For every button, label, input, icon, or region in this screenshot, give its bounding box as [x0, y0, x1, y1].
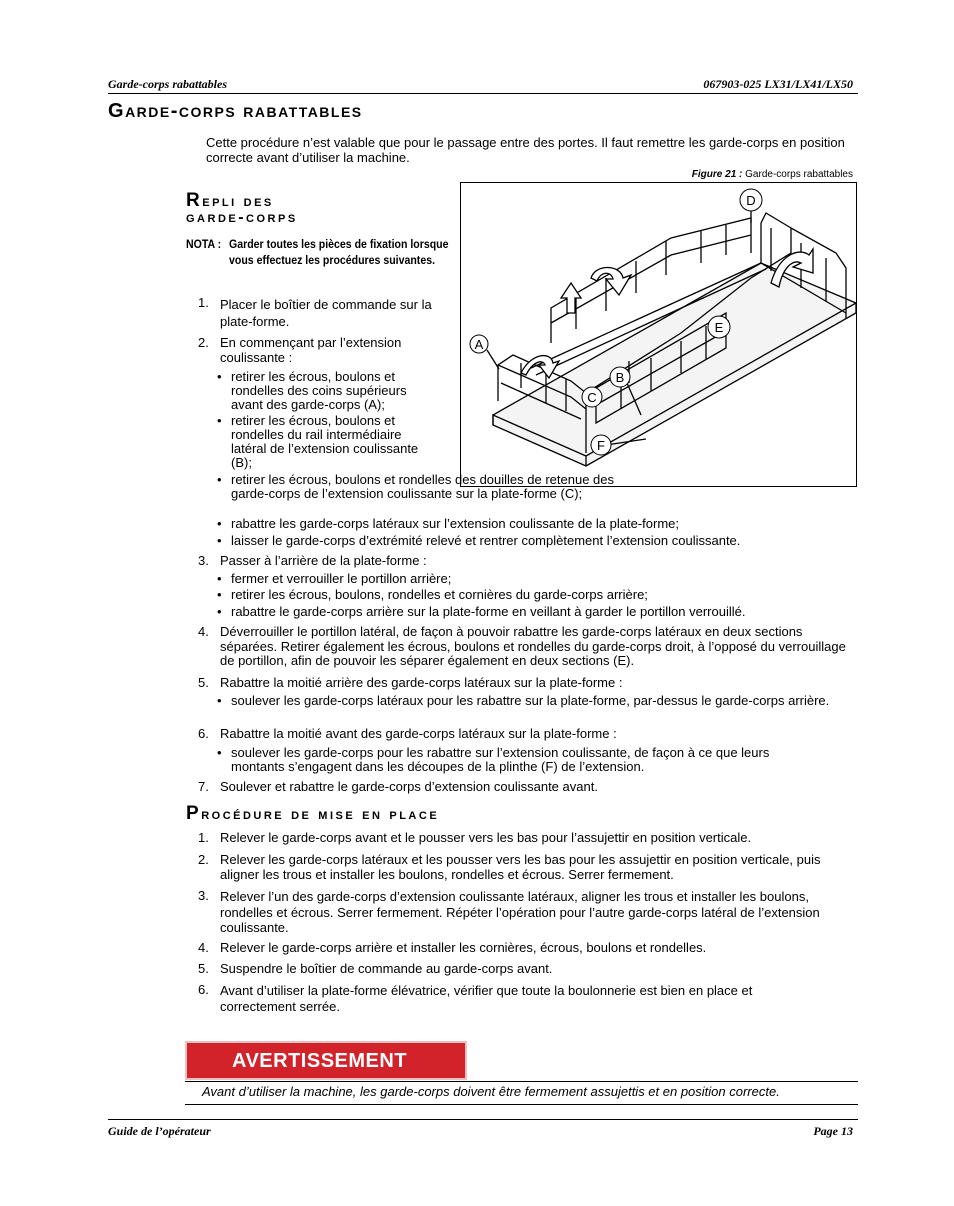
- callout-b: B: [615, 370, 625, 385]
- step-text: Relever le garde-corps arrière et installer les cornières, écrous, boulons et rondelles.: [220, 940, 707, 955]
- bullet-item: [231, 473, 641, 501]
- step-number: 1.: [198, 295, 209, 310]
- footer-rule: [108, 1119, 858, 1120]
- step-text: Placer le boîtier de commande sur la plate-forme.: [220, 297, 432, 329]
- step-number: 3.: [198, 888, 209, 903]
- warning-bottom-rule: [185, 1104, 858, 1105]
- bullet-item: • rabattre le garde-corps arrière sur la plate-forme en veillant à garder le portillon verrouillé.: [231, 605, 851, 619]
- intro-paragraph: Cette procédure n’est valable que pour le passage entre des portes. Il faut remettre les garde-corps en position correcte avant d’utiliser la machine.: [206, 135, 845, 165]
- step-text: Soulever et rabattre le garde-corps d’extension coulissante avant.: [220, 779, 598, 794]
- step-number: 5.: [198, 675, 209, 690]
- step-text: Rabattre la moitié avant des garde-corps latéraux sur la plate-forme :: [220, 726, 617, 741]
- step-number: 7.: [198, 779, 209, 794]
- header-rule: [108, 93, 858, 94]
- callout-e: E: [714, 320, 724, 335]
- section-heading-repli-rest: epli des: [202, 193, 274, 210]
- note-label: NOTA :: [186, 237, 222, 251]
- running-header-title: Garde-corps rabattables: [108, 77, 227, 91]
- warning-top-rule: [185, 1081, 858, 1082]
- page-number: Page 13: [813, 1124, 853, 1138]
- step-text: Avant d’utiliser la plate-forme élévatrice, vérifier que toute la boulonnerie est bien en place et correctement serrée.: [220, 983, 753, 1014]
- bullet-item: • laisser le garde-corps d’extrémité relevé et rentrer complètement l’extension coulissante.: [231, 534, 851, 548]
- warning-text: Avant d’utiliser la machine, les garde-corps doivent être fermement assujettis et en position correcte.: [202, 1084, 780, 1099]
- bullet-item: • soulever les garde-corps latéraux pour les rabattre sur la plate-forme, par-dessus le garde-corps arrière.: [231, 694, 831, 708]
- step-text: En commençant par l’extension coulissante :: [220, 335, 402, 365]
- bullet-item-text: • retirer les écrous, boulons et rondelles des douilles de retenue des garde-corps de l’extension coulissante sur la plate-forme (C);: [231, 472, 615, 501]
- step-number: 4.: [198, 940, 209, 955]
- bullet-item: • retirer les écrous, boulons et rondelles des coins supérieurs avant des garde-corps (A);: [231, 370, 441, 412]
- figure-caption-label: Figure 21 :: [691, 169, 743, 180]
- step-text: Relever l’un des garde-corps d’extension coulissante latéraux, aligner les trous et installer les boulons, rondelles et écrous. Serrer fermement. Répéter l’opération pour l’autre garde-corps latéral de l’extension coulissante.: [220, 889, 820, 935]
- page-title-initial: G: [108, 100, 126, 122]
- step-number: 2.: [198, 852, 209, 867]
- step-number: 6.: [198, 726, 209, 741]
- callout-a: A: [474, 337, 484, 352]
- platform-drawing: [461, 183, 856, 486]
- step-text: Relever les garde-corps latéraux et les pousser vers les bas pour les assujettir en position verticale, puis aligner les trous et installer les boulons, rondelles et écrous. Serrer fermement.: [220, 852, 821, 882]
- step-text: Suspendre le boîtier de commande au garde-corps avant.: [220, 961, 553, 976]
- warning-label: AVERTISSEMENT: [232, 1050, 408, 1072]
- section-heading-repli-initial: R: [186, 190, 203, 211]
- section-heading-repli: [186, 190, 298, 226]
- step-number: 4.: [198, 624, 209, 639]
- bullet-item: • retirer les écrous, boulons, rondelles et cornières du garde-corps arrière;: [231, 588, 851, 602]
- step-number: 3.: [198, 553, 209, 568]
- section-heading-repli-line2: garde-corps: [186, 209, 298, 226]
- section-heading-mise-en-place-initial: P: [186, 803, 202, 824]
- step-number: 5.: [198, 961, 209, 976]
- section-heading-mise-en-place: [186, 803, 440, 824]
- step-number: 6.: [198, 982, 209, 997]
- page-title: [108, 100, 363, 123]
- note-text: Garder toutes les pièces de fixation lorsque vous effectuez les procédures suivantes.: [229, 237, 449, 267]
- page-title-rest: arde-corps rabattables: [125, 100, 363, 122]
- warning-banner: [185, 1041, 467, 1080]
- callout-f: F: [597, 438, 605, 453]
- callout-d: D: [746, 193, 756, 208]
- bullet-item: • fermer et verrouiller le portillon arrière;: [231, 572, 851, 586]
- bullet-item: • retirer les écrous, boulons et rondelles du rail intermédiaire latéral de l’extension coulissante (B);: [231, 414, 431, 470]
- step-text: Relever le garde-corps avant et le pousser vers les bas pour l’assujettir en position verticale.: [220, 830, 752, 845]
- step-number: 1.: [198, 830, 209, 845]
- figure-caption: [692, 169, 853, 180]
- bullet-item: • rabattre les garde-corps latéraux sur l’extension coulissante de la plate-forme;: [231, 517, 851, 531]
- callout-c: C: [587, 390, 597, 405]
- step-number: 2.: [198, 335, 209, 350]
- running-header-docnumber: 067903-025 LX31/LX41/LX50: [703, 77, 853, 91]
- step-text: Passer à l’arrière de la plate-forme :: [220, 553, 427, 568]
- bullet-item: • soulever les garde-corps pour les rabattre sur l’extension coulissante, de façon à ce que leurs montants s’engagent dans les découpes de la plinthe (F) de l’extension.: [231, 746, 821, 774]
- footer-guide-title: Guide de l’opérateur: [108, 1124, 211, 1138]
- figure-platform-illustration: [460, 182, 857, 487]
- section-heading-mise-en-place-rest: rocédure de mise en place: [201, 806, 440, 823]
- figure-caption-text: Garde-corps rabattables: [745, 169, 853, 180]
- step-text: Rabattre la moitié arrière des garde-corps latéraux sur la plate-forme :: [220, 675, 623, 690]
- step-text: Déverrouiller le portillon latéral, de façon à pouvoir rabattre les garde-corps latéraux en deux sections séparées. Retirer également les écrous, boulons et rondelles du garde-corps droit, à l’opposé du verrouillage de portillon, afin de pouvoir les séparer également en deux sections (E).: [220, 624, 846, 668]
